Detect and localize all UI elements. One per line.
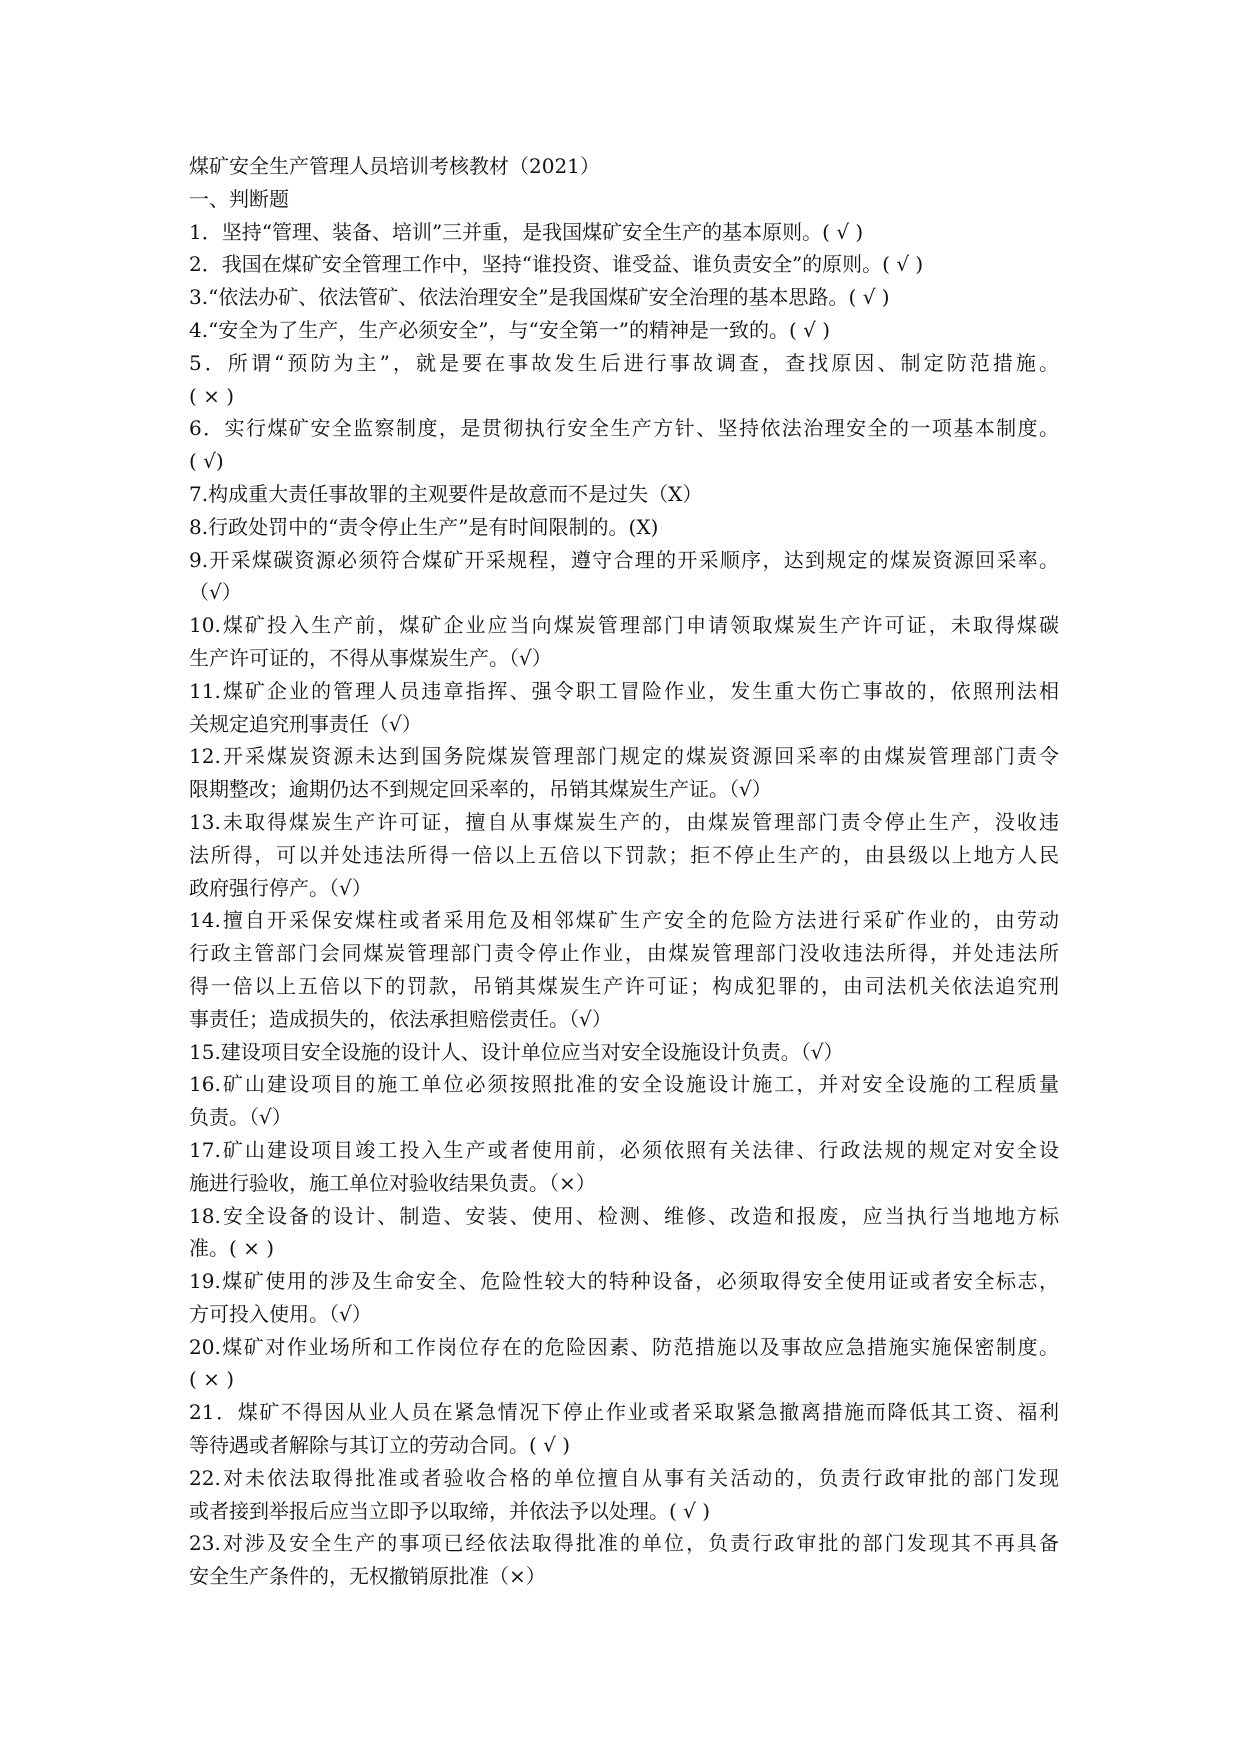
question-line: ( × ) <box>189 1367 235 1392</box>
question-line: 14.擅自开采保安煤柱或者采用危及相邻煤矿生产安全的危险方法进行采矿作业的，由劳动 <box>189 908 1059 933</box>
question-line: （√） <box>189 580 242 605</box>
question-line: 方可投入使用。（√） <box>189 1301 372 1326</box>
question-line: 4.“安全为了生产，生产必须安全”，与“安全第一”的精神是一致的。( √ ) <box>189 317 831 342</box>
question-line: 1．坚持“管理、装备、培训”三并重，是我国煤矿安全生产的基本原则。( √ ) <box>189 219 864 244</box>
question-line: 2．我国在煤矿安全管理工作中，坚持“谁投资、谁受益、谁负责安全”的原则。( √ ) <box>189 252 924 277</box>
question-line: 23.对涉及安全生产的事项已经依法取得批准的单位，负责行政审批的部门发现其不再具备 <box>189 1531 1059 1556</box>
question-line: 10.煤矿投入生产前，煤矿企业应当向煤炭管理部门申请领取煤炭生产许可证，未取得煤碳 <box>189 613 1059 638</box>
question-line: 11.煤矿企业的管理人员违章指挥、强令职工冒险作业，发生重大伤亡事故的，依照刑法相 <box>189 678 1059 703</box>
question-line: 16.矿山建设项目的施工单位必须按照批准的安全设施设计施工，并对安全设施的工程质量 <box>189 1072 1059 1097</box>
document-page <box>189 150 1059 1593</box>
question-line: 17.矿山建设项目竣工投入生产或者使用前，必须依照有关法律、行政法规的规定对安全设 <box>189 1137 1059 1162</box>
question-list <box>189 216 1059 1593</box>
question-line: 12.开采煤炭资源未达到国务院煤炭管理部门规定的煤炭资源回采率的由煤炭管理部门责令 <box>189 744 1059 769</box>
question-line: 得一倍以上五倍以下的罚款，吊销其煤炭生产许可证；构成犯罪的，由司法机关依法追究刑 <box>189 973 1059 998</box>
question-line: 21．煤矿不得因从业人员在紧急情况下停止作业或者采取紧急撤离措施而降低其工资、福利 <box>189 1400 1059 1425</box>
question-line: ( √) <box>189 449 224 474</box>
question-line: 8.行政处罚中的“责令停止生产”是有时间限制的。(X) <box>189 514 659 539</box>
question-line: 9.开采煤碳资源必须符合煤矿开采规程，遵守合理的开采顺序，达到规定的煤炭资源回采率。 <box>189 547 1059 572</box>
question-line: 22.对未依法取得批准或者验收合格的单位擅自从事有关活动的，负责行政审批的部门发现 <box>189 1465 1059 1490</box>
question-line: 法所得，可以并处违法所得一倍以上五倍以下罚款；拒不停止生产的，由县级以上地方人民 <box>189 842 1059 867</box>
section-heading: 一、判断题 <box>189 186 289 211</box>
question-line: 或者接到举报后应当立即予以取缔，并依法予以处理。( √ ) <box>189 1498 711 1523</box>
question-line: 15.建设项目安全设施的设计人、设计单位应当对安全设施设计负责。（√） <box>189 1039 844 1064</box>
question-line: 行政主管部门会同煤炭管理部门责令停止作业，由煤炭管理部门没收违法所得，并处违法所 <box>189 941 1059 966</box>
question-line: 3.“依法办矿、依法管矿、依法治理安全”是我国煤矿安全治理的基本思路。( √ ) <box>189 285 890 310</box>
question-line: 等待遇或者解除与其订立的劳动合同。( √ ) <box>189 1433 571 1458</box>
question-line: 20.煤矿对作业场所和工作岗位存在的危险因素、防范措施以及事故应急措施实施保密制度。 <box>189 1334 1059 1359</box>
question-line: 事责任；造成损失的，依法承担赔偿责任。（√） <box>189 1006 612 1031</box>
question-line: 负责。（√） <box>189 1105 292 1130</box>
question-line: 政府强行停产。（√） <box>189 875 372 900</box>
question-line: 7.构成重大责任事故罪的主观要件是故意而不是过失（X） <box>189 481 703 506</box>
question-line: 安全生产条件的，无权撤销原批准（×） <box>189 1564 546 1589</box>
question-line: 关规定追究刑事责任（√） <box>189 711 422 736</box>
question-line: 生产许可证的，不得从事煤炭生产。（√） <box>189 645 552 670</box>
question-line: 6．实行煤矿安全监察制度，是贯彻执行安全生产方针、坚持依法治理安全的一项基本制度。 <box>189 416 1059 441</box>
question-line: 准。( × ) <box>189 1236 275 1261</box>
question-line: 19.煤矿使用的涉及生命安全、危险性较大的特种设备，必须取得安全使用证或者安全标志， <box>189 1269 1059 1294</box>
question-line: 13.未取得煤炭生产许可证，擅自从事煤炭生产的，由煤炭管理部门责令停止生产，没收违 <box>189 809 1059 834</box>
question-line: 5．所谓“预防为主”，就是要在事故发生后进行事故调查，查找原因、制定防范措施。 <box>189 350 1059 375</box>
document-title: 煤矿安全生产管理人员培训考核教材（2021） <box>189 154 600 178</box>
question-line: 18.安全设备的设计、制造、安装、使用、检测、维修、改造和报废，应当执行当地地方标 <box>189 1203 1059 1228</box>
question-line: 施进行验收，施工单位对验收结果负责。（×） <box>189 1170 596 1195</box>
question-line: ( × ) <box>189 383 235 408</box>
question-line: 限期整改；逾期仍达不到规定回采率的，吊销其煤炭生产证。（√） <box>189 777 772 802</box>
